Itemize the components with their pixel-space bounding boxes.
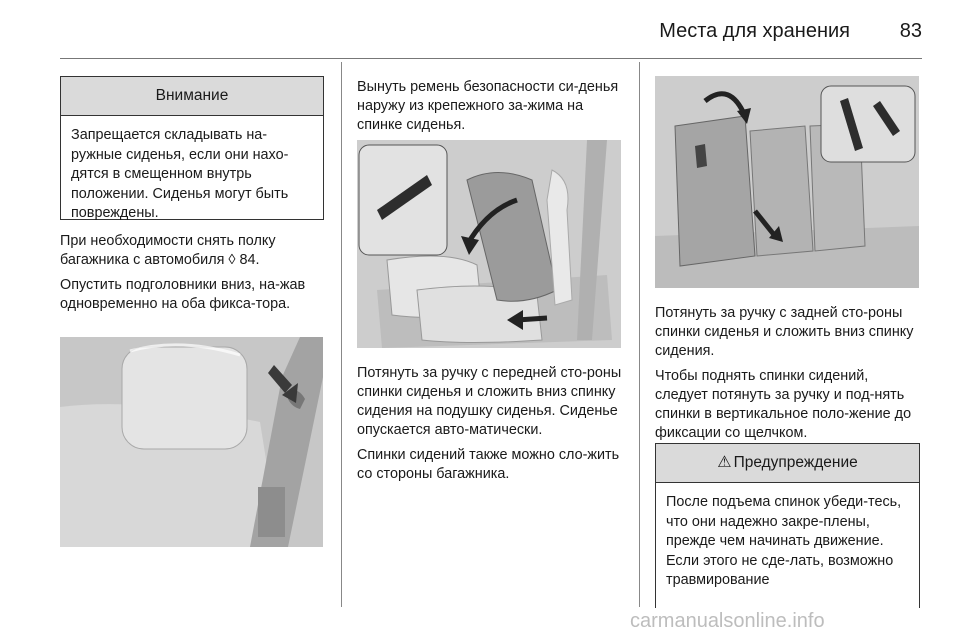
attention-text: Запрещается складывать на-ружные сиденья, если они нахо-дятся в смещенном внутрь положении. Сиденья могут быть повреждены. <box>71 127 289 221</box>
right-text <box>655 304 923 449</box>
middle-text-top <box>357 78 621 141</box>
seat-fold-rear-illustration <box>655 76 919 288</box>
warning-box <box>655 443 920 608</box>
warning-triangle-icon: ⚠ <box>717 454 732 471</box>
header-divider <box>60 58 922 59</box>
left-paragraph-2: Опустить подголовники вниз, на-жав одновременно на оба фикса-тора. <box>60 277 306 312</box>
middle-paragraph-3: Спинки сидений также можно сло-жить со стороны багажника. <box>357 447 620 482</box>
left-paragraph-1-text: При необходимости снять полку багажника с автомобиля <box>60 233 276 268</box>
warning-text: После подъема спинок убеди-тесь, что они надежно закре-плены, прежде чем начинать движение. Если этого не сде-лать, возможно травмирование <box>666 494 902 588</box>
figure-seat-fold-rear <box>655 76 919 288</box>
attention-box <box>60 76 324 220</box>
right-paragraph-2: Чтобы поднять спинки сидений, следует потянуть за ручку и под-нять спинки в вертикальное поло-жение до фиксации со щелчком. <box>655 368 912 441</box>
figure-seat-fold-front <box>357 140 621 348</box>
arrow-ref-icon: ◊ <box>228 252 236 268</box>
left-paragraph-1-ref: 84. <box>235 252 260 268</box>
warning-title: Предупреждение <box>733 454 858 471</box>
seat-fold-front-illustration <box>357 140 621 348</box>
middle-text-bottom <box>357 364 625 490</box>
middle-paragraph-1: Вынуть ремень безопасности си-денья наружу из крепежного за-жима на спинке сиденья. <box>357 79 619 133</box>
page-header <box>0 0 960 60</box>
page-title: Места для хранения <box>659 20 850 42</box>
right-paragraph-1: Потянуть за ручку с задней сто-роны спинки сиденья и сложить вниз спинку сидения. <box>655 305 914 359</box>
left-paragraph-1 <box>60 232 328 270</box>
headrest-illustration <box>60 337 323 547</box>
column-divider-2 <box>639 62 640 607</box>
column-divider-1 <box>341 62 342 607</box>
page-number: 83 <box>899 20 922 42</box>
attention-title: Внимание <box>61 77 323 116</box>
middle-paragraph-2: Потянуть за ручку с передней сто-роны спинки сиденья и сложить вниз спинку сидения на подушку сиденья. Сиденье опускается авто-матически. <box>357 365 622 438</box>
left-text <box>60 232 328 320</box>
warning-header <box>656 444 919 483</box>
figure-headrest <box>60 337 323 547</box>
watermark: carmanualsonline.info <box>630 610 825 632</box>
